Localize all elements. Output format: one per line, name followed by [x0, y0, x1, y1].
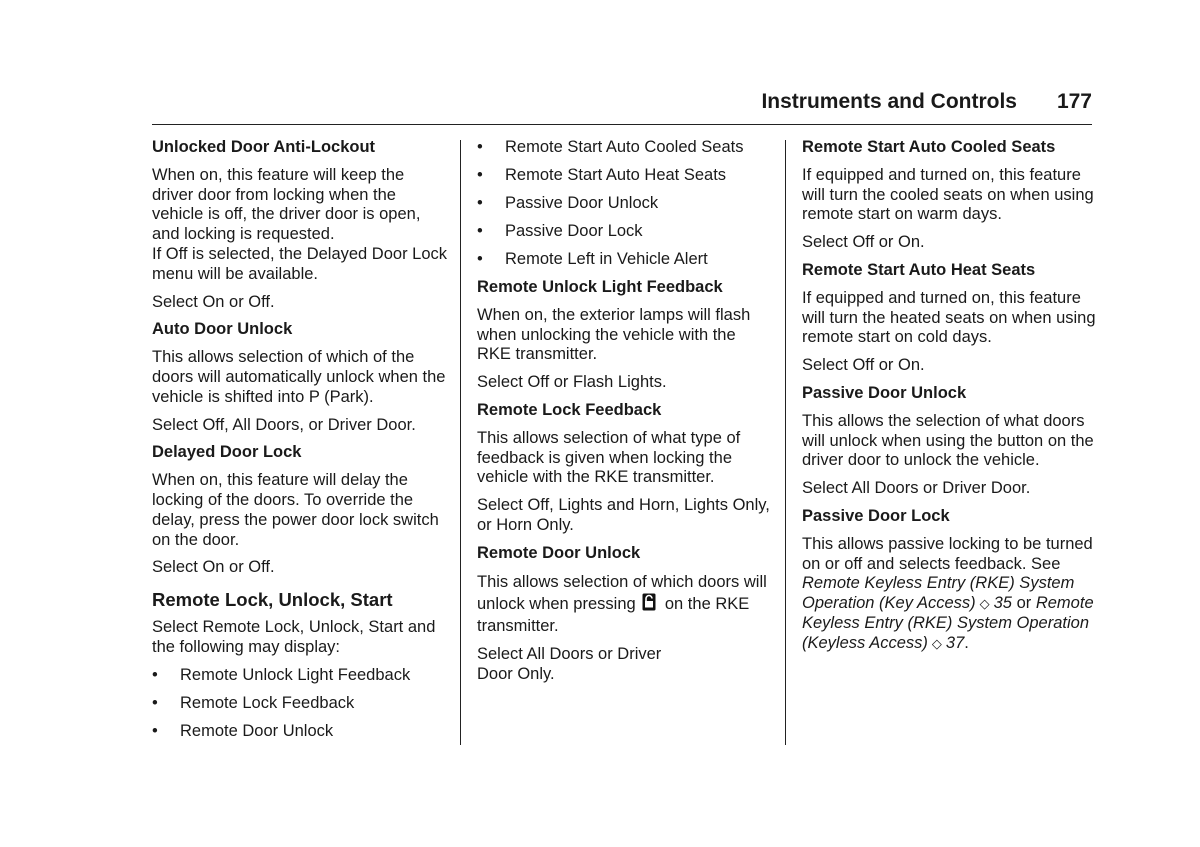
heading-auto-door-unlock: Auto Door Unlock [152, 320, 293, 339]
list-item: • Remote Unlock Light Feedback [152, 666, 447, 686]
page-reference-icon: ◇ [931, 635, 942, 651]
paragraph: Select Off, Lights and Horn, Lights Only, or Horn Only. [477, 496, 770, 534]
heading-passive-door-unlock: Passive Door Unlock [802, 383, 967, 402]
page-number: 177 [1056, 90, 1092, 113]
paragraph: Select On or Off. [152, 558, 275, 577]
heading-passive-door-lock: Passive Door Lock [802, 506, 950, 525]
paragraph: This allows the selection of what doors will unlock when using the button on the driver door to unlock the vehicle. [802, 411, 1094, 470]
paragraph: Select Off or On. [802, 233, 925, 252]
heading-unlocked-door-anti-lockout: Unlocked Door Anti-Lockout [152, 138, 376, 156]
paragraph: Select All Doors or Driver Door. [802, 479, 1031, 498]
paragraph: If equipped and turned on, this feature will turn the heated seats on when using remote start on cold days. [802, 288, 1096, 347]
bullet-list [477, 138, 772, 270]
paragraph-text: on the RKE transmitter. [477, 595, 750, 636]
cross-reference-link[interactable]: Remote Keyless Entry (RKE) System Operation (Key Access) [802, 574, 1075, 613]
paragraph-text: If Off is selected, the Delayed Door Lock menu will be available. [152, 244, 448, 283]
heading-remote-door-unlock: Remote Door Unlock [477, 543, 641, 562]
list-item: • Remote Start Auto Heat Seats [477, 166, 772, 186]
list-item: • Passive Door Unlock [477, 194, 772, 214]
unlock-icon [642, 593, 656, 611]
paragraph: This allows selection of what type of feedback is given when locking the vehicle with the RKE transmitter. [477, 428, 741, 487]
paragraph: Select Remote Lock, Unlock, Start and the following may display: [152, 617, 436, 656]
list-item: • Remote Left in Vehicle Alert [477, 250, 772, 270]
bullet-list [152, 666, 447, 742]
list-item: • Remote Lock Feedback [152, 694, 447, 714]
column-1 [152, 136, 447, 749]
section-heading-remote-lock: Remote Lock, Unlock, Start [152, 589, 393, 611]
column-divider-1 [460, 140, 461, 745]
paragraph: Select Off, All Doors, or Driver Door. [152, 415, 416, 434]
paragraph-text: . [964, 633, 969, 652]
paragraph-text: This allows selection of which doors will unlock when pressing [477, 573, 767, 614]
paragraph [802, 535, 1097, 654]
paragraph: If equipped and turned on, this feature will turn the cooled seats on when using remote start on warm days. [802, 165, 1094, 224]
cross-reference-link[interactable]: Remote Keyless Entry (RKE) System Operation (Keyless Access) [802, 594, 1094, 652]
column-2 [477, 136, 772, 693]
heading-delayed-door-lock: Delayed Door Lock [152, 443, 302, 462]
paragraph-text: When on, this feature will keep the driver door from locking when the vehicle is off, the driver door is open, and locking is requested. [152, 165, 421, 244]
page-reference-number[interactable]: 35 [993, 594, 1012, 613]
paragraph: When on, the exterior lamps will flash when unlocking the vehicle with the RKE transmitter. [477, 305, 751, 364]
paragraph: Select All Doors or Driver Door Only. [477, 645, 662, 684]
heading-remote-unlock-light-feedback: Remote Unlock Light Feedback [477, 277, 723, 296]
heading-remote-start-auto-heat-seats: Remote Start Auto Heat Seats [802, 260, 1036, 279]
page-header [152, 86, 1092, 125]
paragraph: Select On or Off. [152, 292, 275, 311]
page-reference-icon: ◇ [979, 596, 990, 612]
page-reference-number[interactable]: 37 [945, 633, 965, 652]
column-divider-2 [785, 140, 786, 745]
paragraph [152, 166, 447, 285]
section-title: Instruments and Controls [761, 90, 1017, 113]
paragraph: Select Off or Flash Lights. [477, 373, 667, 392]
list-item: • Passive Door Lock [477, 222, 772, 242]
heading-remote-start-auto-cooled-seats: Remote Start Auto Cooled Seats [802, 138, 1056, 156]
paragraph-text: or [1016, 594, 1032, 613]
paragraph-text: This allows passive locking to be turned on or off and selects feedback. See [802, 534, 1093, 573]
list-item: • Remote Door Unlock [152, 722, 447, 742]
paragraph [477, 571, 772, 637]
paragraph: When on, this feature will delay the locking of the doors. To override the delay, press the power door lock switch on the door. [152, 471, 439, 549]
paragraph: Select Off or On. [802, 356, 925, 375]
list-item: • Remote Start Auto Cooled Seats [477, 138, 772, 158]
paragraph: This allows selection of which of the doors will automatically unlock when the vehicle is shifted into P (Park). [152, 348, 446, 406]
column-3 [802, 136, 1097, 662]
heading-remote-lock-feedback: Remote Lock Feedback [477, 400, 662, 419]
